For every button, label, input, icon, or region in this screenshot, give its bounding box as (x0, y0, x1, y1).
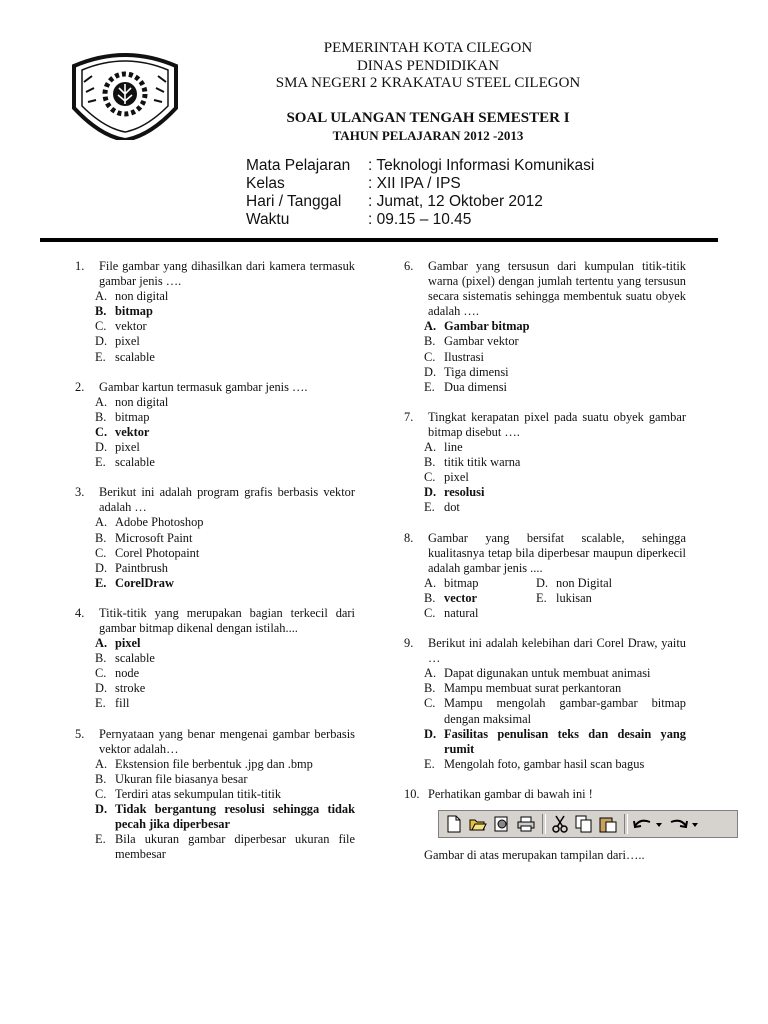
option-a: A. line (424, 440, 463, 455)
option-row-3 (404, 606, 686, 621)
question-8 (404, 531, 686, 622)
option-e: E. dot (424, 500, 460, 515)
option-a: A. Ekstension file berbentuk .jpg dan .bmp (95, 756, 313, 771)
option-d-answer: D. Tidak bergantung resolusi sehingga tidak pecah jika diperbesar (95, 802, 355, 832)
redo-icon (667, 814, 701, 834)
question-text: Berikut ini adalah kelebihan dari Corel Draw, yaitu … (428, 636, 686, 666)
cut-icon (549, 814, 571, 834)
option-c: C. Mampu mengolah gambar-gambar bitmap dengan maksimal (424, 696, 686, 726)
option-c: C. Terdiri atas sekumpulan titik-titik (95, 786, 282, 801)
option-e: E. Mengolah foto, gambar hasil scan bagus (424, 756, 645, 771)
option-c: C. natural (424, 605, 479, 620)
option-e: E. lukisan (536, 590, 592, 605)
option-b-answer: B. bitmap (95, 304, 153, 319)
toolbar-image (438, 810, 738, 838)
question-6 (404, 259, 686, 395)
question-number: 2. (75, 379, 85, 394)
option-b: B. Mampu membuat surat perkantoran (424, 681, 622, 696)
info-value-time: : 09.15 – 10.45 (368, 211, 472, 228)
question-number: 6. (404, 259, 414, 273)
question-number: 8. (404, 530, 414, 545)
exam-title: SOAL ULANGAN TENGAH SEMESTER I (286, 110, 570, 126)
option-c: C. node (95, 666, 140, 681)
question-text: Gambar yang tersusun dari kumpulan titik-titik warna (pixel) dengan jumlah tertentu yang tersusun secara sistematis sehingga membentuk suatu obyek adalah …. (428, 259, 686, 319)
option-d-answer: D. Fasilitas penulisan teks dan desain yang rumit (424, 726, 686, 756)
option-b: B. titik titik warna (424, 455, 521, 470)
question-text: File gambar yang dihasilkan dari kamera termasuk gambar jenis …. (99, 259, 355, 289)
option-d: D. pixel (95, 334, 140, 349)
question-10 (404, 787, 686, 863)
question-number: 1. (75, 259, 85, 273)
question-text: Gambar kartun termasuk gambar jenis …. (99, 379, 308, 394)
info-value-date: : Jumat, 12 Oktober 2012 (368, 193, 543, 210)
question-9 (404, 636, 686, 772)
toolbar-separator (624, 814, 628, 834)
option-b: B. bitmap (95, 409, 150, 424)
option-b: B. Gambar vektor (424, 334, 519, 349)
import-icon (491, 814, 513, 834)
option-a-answer: A. pixel (95, 636, 141, 651)
question-number: 9. (404, 636, 414, 651)
option-c: C. Corel Photopaint (95, 545, 200, 560)
school-logo (70, 48, 180, 140)
question-number: 4. (75, 605, 85, 620)
paste-icon (597, 814, 619, 834)
info-value-subject: : Teknologi Informasi Komunikasi (368, 157, 595, 174)
questions-left-column (75, 259, 355, 877)
question-text: Pernyataan yang benar mengenai gambar berbasis vektor adalah… (99, 726, 355, 756)
exam-year: TAHUN PELAJARAN 2012 -2013 (332, 128, 524, 143)
institution-header (180, 40, 676, 93)
option-row-1 (404, 576, 686, 591)
header-line-2: DINAS PENDIDIKAN (356, 57, 500, 74)
info-value-class: : XII IPA / IPS (368, 175, 461, 192)
info-key-time: Waktu (246, 211, 290, 228)
question-3 (75, 485, 355, 591)
option-b: B. Ukuran file biasanya besar (95, 771, 248, 786)
header-divider (40, 238, 718, 242)
option-b-answer: B. vector (424, 590, 478, 605)
option-e-answer: E. CorelDraw (95, 575, 174, 590)
option-row-2 (404, 591, 686, 606)
option-d: D. Tiga dimensi (424, 364, 509, 379)
questions-right-column (404, 259, 686, 878)
option-e: E. scalable (95, 349, 155, 364)
option-c-answer: C. vektor (95, 424, 150, 439)
option-e: E. scalable (95, 455, 155, 470)
question-text: Tingkat kerapatan pixel pada suatu obyek gambar bitmap disebut …. (428, 409, 686, 439)
question-2 (75, 380, 355, 471)
header-line-1: PEMERINTAH KOTA CILEGON (323, 40, 533, 56)
question-text: Perhatikan gambar di bawah ini ! (428, 786, 593, 801)
info-key-subject: Mata Pelajaran (246, 157, 351, 174)
option-d: D. Paintbrush (95, 560, 169, 575)
exam-info (246, 157, 594, 229)
question-5 (75, 727, 355, 863)
option-d: D. pixel (95, 440, 140, 455)
option-d: D. stroke (95, 681, 146, 696)
option-a: A. Adobe Photoshop (95, 515, 204, 530)
option-b: B. Microsoft Paint (95, 530, 193, 545)
question-10-caption: Gambar di atas merupakan tampilan dari….. (424, 848, 645, 862)
option-e: E. fill (95, 696, 130, 711)
question-number: 5. (75, 726, 85, 741)
option-d: D. non Digital (536, 575, 613, 590)
open-folder-icon (467, 814, 489, 834)
toolbar-separator (542, 814, 546, 834)
question-text: Titik-titik yang merupakan bagian terkecil dari gambar bitmap dikenal dengan istilah.... (99, 605, 355, 635)
question-7 (404, 410, 686, 516)
undo-icon (631, 814, 665, 834)
question-1 (75, 259, 355, 365)
option-a: A. bitmap (424, 575, 479, 590)
new-file-icon (443, 814, 465, 834)
question-number: 3. (75, 485, 85, 500)
option-c: C. Ilustrasi (424, 349, 484, 364)
info-key-class: Kelas (246, 175, 285, 192)
option-c: C. vektor (95, 319, 147, 334)
print-icon (515, 814, 537, 834)
option-e: E. Bila ukuran gambar diperbesar ukuran file membesar (95, 832, 355, 862)
copy-icon (573, 814, 595, 834)
option-d-answer: D. resolusi (424, 485, 485, 500)
option-c: C. pixel (424, 470, 469, 485)
question-number: 10. (404, 786, 420, 801)
question-4 (75, 606, 355, 712)
question-text: Berikut ini adalah program grafis berbasis vektor adalah … (99, 485, 355, 515)
option-e: E. Dua dimensi (424, 379, 507, 394)
option-a: A. non digital (95, 394, 169, 409)
option-a: A. Dapat digunakan untuk membuat animasi (424, 666, 651, 681)
question-number: 7. (404, 409, 414, 424)
option-a-answer: A. Gambar bitmap (424, 319, 530, 334)
header-line-3: SMA NEGERI 2 KRAKATAU STEEL CILEGON (275, 75, 581, 92)
option-b: B. scalable (95, 651, 155, 666)
option-a: A. non digital (95, 289, 169, 304)
question-text: Gambar yang bersifat scalable, sehingga kualitasnya tetap bila diperbesar maupun diperkecil adalah gambar jenis .... (428, 530, 686, 575)
info-key-date: Hari / Tanggal (246, 193, 342, 210)
